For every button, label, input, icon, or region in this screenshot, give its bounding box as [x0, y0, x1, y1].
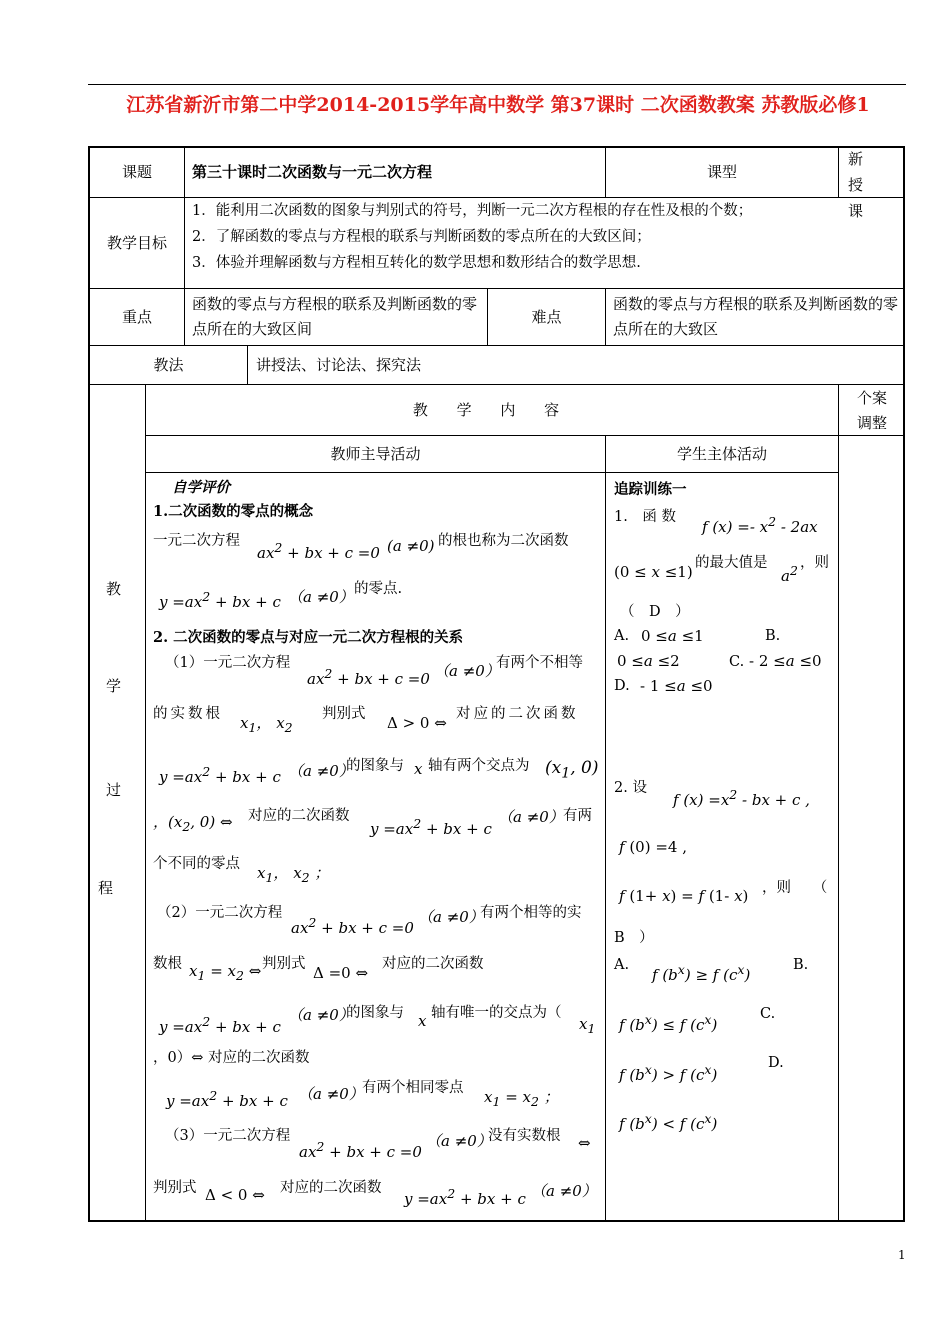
q1-option-b: 0 ≤a ≤2 — [617, 652, 680, 670]
case1-e: 对应的二次函数 — [456, 706, 579, 722]
objective-2: 2．了解函数的零点与方程根的联系与判断函数的零点所在的大致区间； — [192, 229, 651, 245]
case1-zeros: $x_1$， $x_2$ ； — [257, 864, 330, 885]
objectives-label: 教学目标 — [106, 233, 167, 252]
process-char-1: 教 — [106, 580, 122, 598]
case2-h: ，0）⇔ 对应的二次函数 — [153, 1050, 310, 1066]
condition-1: (a ≠0) — [387, 537, 435, 555]
q1-option-d: - 1 ≤a ≤0 — [640, 677, 713, 695]
case1-delta: Δ > 0 ⇔ — [387, 714, 447, 732]
x-axis-var-2: x — [418, 1012, 427, 1030]
case2-e: 对应的二次函数 — [382, 956, 484, 972]
difficulty-text: 函数的零点与方程根的联系及判断函数的零点所在的大致区 — [613, 295, 899, 338]
topic-label: 课题 — [121, 163, 152, 181]
case1-j: 个不同的零点 — [153, 856, 240, 872]
case2-a: （2）一元二次方程 — [157, 905, 283, 921]
q1-function: f $(x) =- x^2 - 2ax$ — [702, 514, 818, 536]
student-header: 学生主体活动 — [676, 444, 767, 463]
case3-cond: （a ≠0） — [426, 1132, 492, 1150]
q2-text: ，则 （ — [762, 880, 828, 896]
case2-cond3: （a ≠0） — [298, 1085, 364, 1103]
case1-cond3: （a ≠0） — [498, 808, 564, 826]
adjust-header: 个案调整 — [856, 389, 887, 432]
q1-option-b-label: B. — [765, 628, 781, 644]
case2-g: 轴有唯一的交点为（ — [431, 1005, 562, 1021]
case1-roots: $x_1$， $x_2$ — [240, 714, 293, 735]
content-header: 教 学 内 容 — [412, 400, 572, 419]
case2-function: $y =ax^2$ + bx + c — [159, 1014, 281, 1036]
q1-option-a: 0 ≤a ≤1 — [641, 627, 704, 645]
q1-max: $a^2$ — [781, 563, 798, 585]
case2-b: 有两个相等的实 — [480, 905, 582, 921]
q2-option-a: f $(b^x) \ge f$ $(c^x)$ — [652, 962, 751, 984]
case1-a: （1）一元二次方程 — [165, 655, 291, 671]
objective-3: 3．体验并理解函数与方程相互转化的数学思想和数形结合的数学思想. — [192, 255, 641, 271]
case1-b: 有两个不相等 — [496, 655, 583, 671]
q2-option-c: f $(b^x) > f$ $(c^x)$ — [619, 1062, 718, 1084]
q2-option-b-label: B. — [793, 957, 809, 973]
method-text: 讲授法、讨论法、探究法 — [256, 356, 422, 374]
q1-option-c-label: C. — [729, 654, 745, 670]
case1-h: 对应的二次函数 — [248, 808, 350, 824]
case2-function2: $y =ax^2$ + bx + c — [166, 1088, 288, 1110]
page-number: 1 — [898, 1248, 906, 1262]
process-char-3: 过 — [106, 781, 122, 799]
case1-function: $y =ax^2$ + bx + c — [159, 764, 281, 786]
case2-equation: $ax^2$ + bx + c =0 — [291, 915, 414, 937]
zero-def-part-1: 一元二次方程 — [153, 533, 240, 549]
key-point-text: 函数的零点与方程根的联系及判断函数的零点所在的大致区间 — [192, 295, 478, 338]
q2-option-b: f $(b^x) \le f$ $(c^x)$ — [619, 1012, 718, 1034]
teacher-header: 教师主导活动 — [330, 444, 421, 463]
case1-c: 的实数根 — [153, 706, 223, 722]
case2-c: 数根 — [153, 956, 182, 972]
case2-f: 的图象与 — [346, 1005, 404, 1021]
objective-1: 1．能利用二次函数的图象与判别式的符号，判断一元二次方程根的存在性及根的个数； — [192, 203, 753, 219]
q2-answer: B ） — [614, 930, 654, 946]
case1-cond2: （a ≠0） — [288, 762, 354, 780]
case2-x1: $x_1$ — [579, 1015, 596, 1036]
difficulty-label: 难点 — [531, 307, 562, 326]
case1-f: 的图象与 — [346, 758, 404, 774]
q2-option-d-label: D. — [768, 1055, 784, 1071]
case1-i: 有两 — [563, 808, 592, 824]
q1-prefix: 1. 函 数 — [614, 509, 676, 525]
case2-cond2: （a ≠0） — [288, 1006, 354, 1024]
case1-equation: $ax^2$ + bx + c =0 — [307, 666, 430, 688]
case3-b: 没有实数根 — [488, 1128, 561, 1144]
case3-iff: ⇔ — [578, 1134, 591, 1152]
self-study-heading: 自学评价 — [172, 479, 230, 496]
document-title: 江苏省新沂市第二中学2014-2015学年高中数学 第37课时 二次函数教案 苏教版必修1 — [126, 94, 870, 116]
case1-point1: ($x_1$, 0) — [545, 758, 599, 782]
case1-d: 判别式 — [322, 706, 366, 722]
case3-function: $y =ax^2$ + bx + c — [404, 1186, 526, 1208]
x-axis-var: x — [414, 760, 423, 778]
zero-def-part-3: 的零点. — [354, 581, 403, 597]
header-rule — [88, 84, 906, 85]
equation-1: $ax^2$ + bx + c =0 — [257, 540, 380, 562]
q1-option-a-label: A. — [614, 628, 630, 644]
case3-a: （3）一元二次方程 — [165, 1128, 291, 1144]
q1-answer: （ D ） — [620, 604, 690, 620]
process-char-2: 学 — [106, 677, 122, 695]
q2-cond2: f (1+ x) = f (1- x) — [619, 887, 749, 905]
process-char-4: 程 — [98, 879, 114, 897]
case1-function2: $y =ax^2$ + bx + c — [370, 816, 492, 838]
case1-g: 轴有两个交点为 — [428, 758, 530, 774]
case2-delta: Δ =0 ⇔ — [313, 964, 369, 982]
lesson-type-label: 课型 — [706, 163, 737, 181]
case3-d: 对应的二次函数 — [280, 1180, 382, 1196]
q2-option-d: f $(b^x) < f$ $(c^x)$ — [619, 1111, 718, 1133]
tracking-heading: 追踪训练一 — [614, 481, 687, 498]
q1-text-1: 的最大值是 — [695, 555, 768, 571]
case2-roots: $x_1 = x_2$ ⇔ — [189, 962, 262, 983]
case2-zeros: $x_1 = x_2$ ； — [484, 1088, 559, 1109]
case3-cond2: （a ≠0） — [531, 1182, 597, 1200]
q2-option-a-label: A. — [614, 957, 630, 973]
case2-d: 判别式 — [262, 956, 306, 972]
q1-option-d-label: D. — [614, 678, 630, 694]
case3-delta: Δ < 0 ⇔ — [205, 1186, 265, 1204]
q2-function: f $(x) =x^2$ - bx + c , — [673, 787, 810, 809]
case2-i: 有两个相同零点 — [362, 1080, 464, 1096]
method-label: 教法 — [153, 355, 184, 374]
q1-text-2: ，则 — [800, 555, 829, 571]
zero-def-part-2: 的根也称为二次函数 — [438, 533, 569, 549]
case1-cond: （a ≠0） — [434, 662, 500, 680]
q1-option-c: - 2 ≤a ≤0 — [749, 652, 822, 670]
topic-value: 第三十课时二次函数与一元二次方程 — [192, 163, 433, 181]
function-1: $y =ax^2$ + bx + c — [159, 589, 281, 611]
q2-option-c-label: C. — [760, 1006, 776, 1022]
q2-prefix: 2. 设 — [614, 780, 647, 796]
case2-cond: （a ≠0） — [418, 908, 484, 926]
case3-equation: $ax^2$ + bx + c =0 — [299, 1139, 422, 1161]
key-point-label: 重点 — [121, 307, 152, 326]
condition-2: （a ≠0） — [288, 588, 354, 606]
zero-concept-heading: 1.二次函数的零点的概念 — [153, 503, 314, 520]
case3-c: 判别式 — [153, 1180, 197, 1196]
q2-cond1: f (0) =4 , — [619, 838, 687, 856]
relation-heading: 2. 二次函数的零点与对应一元二次方程根的关系 — [153, 629, 464, 646]
case1-point2: ，($x_2$, 0) ⇔ — [153, 813, 233, 834]
q1-domain: (0 ≤ x ≤1) — [614, 563, 693, 581]
lesson-type-value: 新 授 课 — [848, 150, 870, 220]
